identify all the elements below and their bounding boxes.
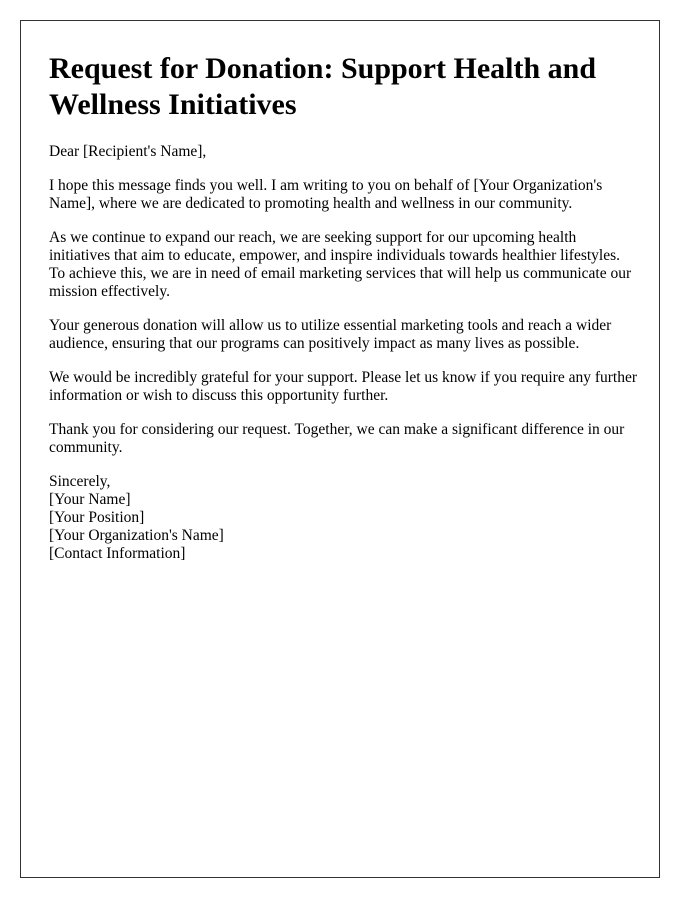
salutation: Dear [Recipient's Name], [49,143,207,160]
paragraph-initiatives: As we continue to expand our reach, we are seeking support for our upcoming health initiatives that aim to educate, empower, and inspire individuals towards healthier lifestyles. To achieve this, we are in need of email marketing services that will help us communicate our mission effectively. [49,229,632,300]
paragraph-intro: I hope this message finds you well. I am writing to you on behalf of [Your Organization's Name], where we are dedicated to promoting health and wellness in our community. [49,177,603,212]
letter-title: Request for Donation: Support Health and Wellness Initiatives [49,52,597,121]
signature-position: [Your Position] [49,509,145,526]
paragraph-donation-impact: Your generous donation will allow us to utilize essential marketing tools and reach a wider audience, ensuring that our programs can positively impact as many lives as possible. [49,317,612,352]
signature-contact: [Contact Information] [49,545,186,562]
paragraph-gratitude: We would be incredibly grateful for your support. Please let us know if you require any further information or wish to discuss this opportunity further. [49,369,638,404]
closing: Sincerely, [49,473,111,490]
letter-page [20,20,660,878]
signature-block [49,473,639,563]
letter-content [49,51,639,563]
paragraph-thanks: Thank you for considering our request. Together, we can make a significant difference in our community. [49,421,625,456]
signature-organization: [Your Organization's Name] [49,527,224,544]
signature-name: [Your Name] [49,491,131,508]
